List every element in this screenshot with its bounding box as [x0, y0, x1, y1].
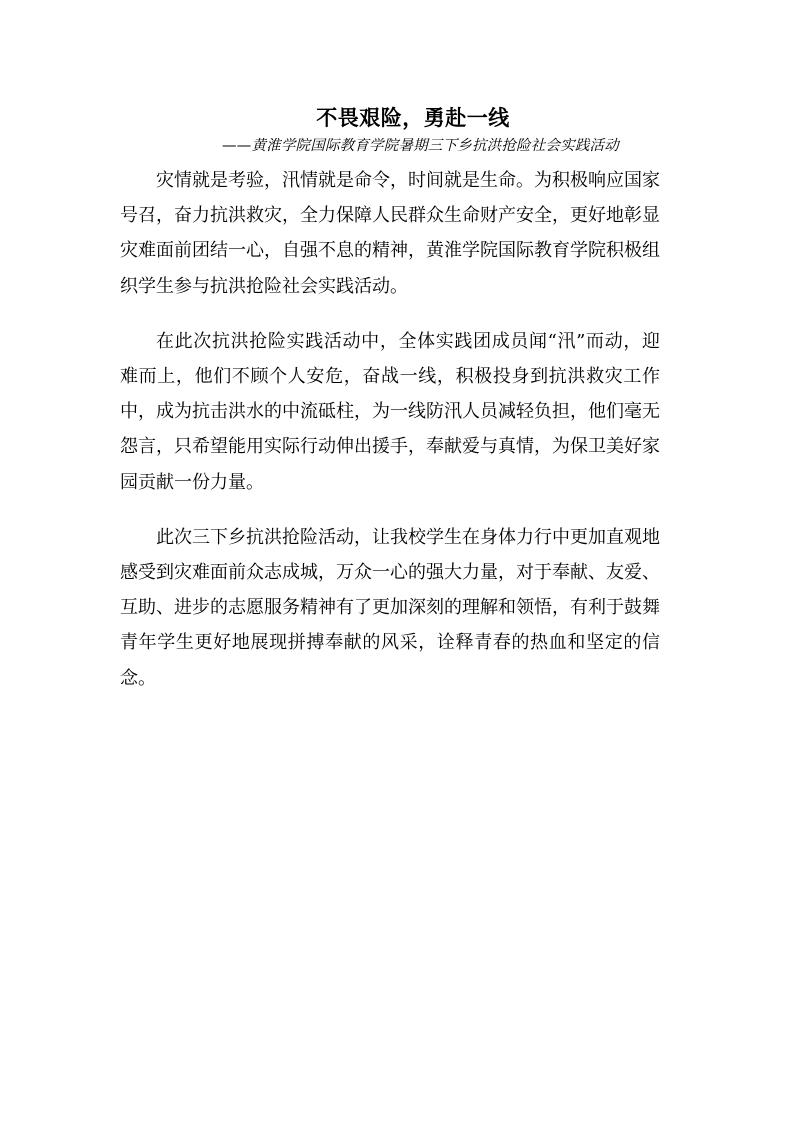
paragraph-3: 此次三下乡抗洪抢险活动，让我校学生在身体力行中更加直观地感受到灾难面前众志成城，万众一心的强大力量，对于奉献、友爱、互助、进步的志愿服务精神有了更加深刻的理解和领悟，有利于鼓舞青年学生更好地展现拼搏奉献的风采，诠释青春的热血和坚定的信念。 [120, 526, 660, 689]
paragraph-2: 在此次抗洪抢险实践活动中，全体实践团成员闻“汛”而动，迎难而上，他们不顾个人安危，奋战一线，积极投身到抗洪救灾工作中，成为抗击洪水的中流砥柱，为一线防汛人员减轻负担，他们毫无怨言，只希望能用实际行动伸出援手，奉献爱与真情，为保卫美好家园贡献一份力量。 [120, 330, 660, 493]
document-title: 不畏艰险，勇赴一线 [316, 105, 510, 130]
document-body [120, 163, 660, 696]
paragraph-1: 灾情就是考验，汛情就是命令，时间就是生命。为积极响应国家号召，奋力抗洪救灾，全力保障人民群众生命财产安全，更好地彰显灾难面前团结一心，自强不息的精神，黄淮学院国际教育学院积极组织学生参与抗洪抢险社会实践活动。 [120, 170, 660, 297]
document-subtitle: ——黄淮学院国际教育学院暑期三下乡抗洪抢险社会实践活动 [222, 138, 619, 154]
